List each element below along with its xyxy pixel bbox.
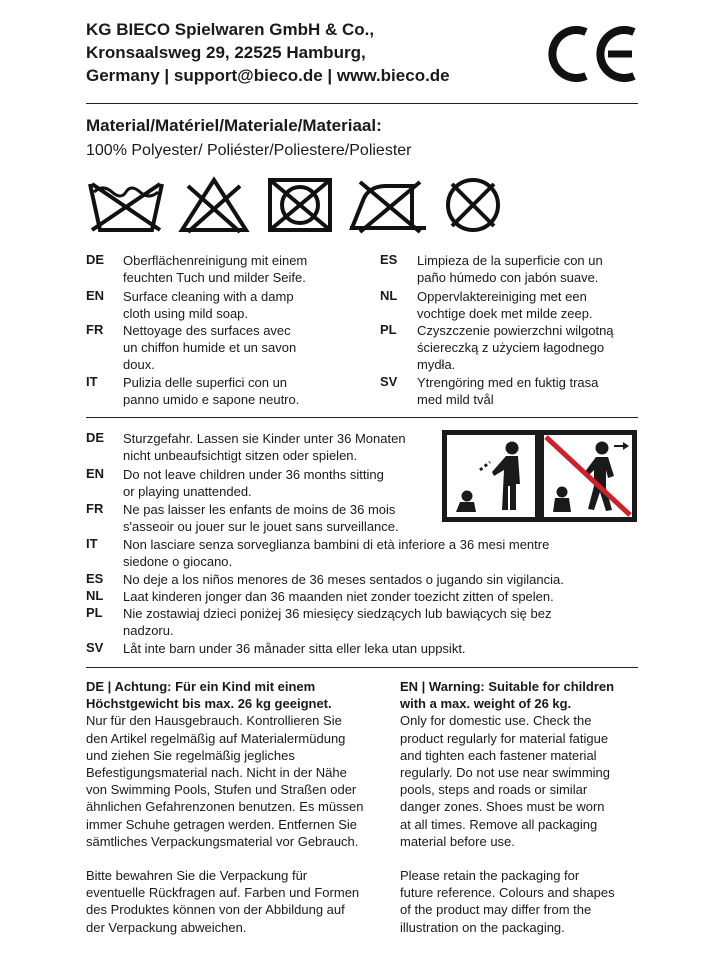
manufacturer-address	[86, 18, 546, 87]
text-line: No deje a los niños menores de 36 meses sentados o jugando sin vigilancia.	[123, 572, 564, 587]
language-code: PL	[86, 605, 103, 620]
notice-heading	[86, 678, 386, 712]
text-line: den Artikel regelmäßig auf Materialermüdung	[86, 730, 346, 746]
text-line: future reference. Colours and shapes	[400, 885, 615, 901]
text-line: or playing unattended.	[123, 484, 252, 499]
language-code: NL	[86, 588, 104, 603]
company-line: KG BIECO Spielwaren GmbH & Co.,	[86, 20, 375, 39]
text-line: vochtige doek met milde zeep.	[417, 306, 593, 321]
cleaning-entry	[380, 374, 598, 408]
text-line: with a max. weight of 26 kg.	[400, 696, 572, 712]
text-line: doux.	[123, 357, 155, 372]
text-line: ściereczką z użyciem łagodnego	[417, 340, 605, 355]
divider	[86, 103, 638, 104]
text-line: und ziehen Sie regelmäßig jegliches	[86, 747, 295, 763]
warning-entry	[86, 571, 626, 588]
material-heading: Material/Matériel/Materiale/Materiaal:	[86, 116, 382, 135]
notice-en	[400, 678, 640, 936]
divider	[86, 417, 638, 418]
text-line: Befestigungsmaterial nach. Nicht in der Nähe	[86, 765, 347, 781]
cleaning-entry	[86, 374, 299, 408]
cleaning-entry	[380, 288, 593, 322]
text-line: ähnlichen Gefahrenzonen benutzen. Es müssen	[86, 799, 364, 815]
ce-mark-icon	[548, 22, 640, 86]
language-code: EN	[86, 288, 105, 303]
text-line: DE | Achtung: Für ein Kind mit einem	[86, 679, 316, 694]
text-line: panno umido e sapone neutro.	[123, 392, 300, 407]
warning-entry	[86, 640, 626, 657]
no-dry-clean-icon	[440, 176, 506, 234]
no-washing-icon	[86, 176, 166, 234]
text-line: Czyszczenie powierzchni wilgotną	[417, 323, 614, 338]
language-code: PL	[380, 322, 397, 337]
text-line: der Verpackung abweichen.	[86, 919, 247, 935]
text-line: Låt inte barn under 36 månader sitta eller leka utan uppsikt.	[123, 641, 466, 656]
warning-entry	[86, 588, 626, 605]
language-code: IT	[86, 374, 98, 389]
text-line: and tighten each fastener material	[400, 747, 597, 763]
text-line: sämtliches Verpackungsmaterial vor Gebrauch.	[86, 833, 359, 849]
text-line: Bitte bewahren Sie die Verpackung für	[86, 868, 308, 884]
text-line: Nettoyage des surfaces avec	[123, 323, 291, 338]
material-composition: 100% Polyester/ Poliéster/Poliestere/Poliester	[86, 142, 412, 159]
text-line: material before use.	[400, 833, 515, 849]
language-code: NL	[380, 288, 398, 303]
notice-footer	[400, 867, 640, 936]
text-line: regularly. Do not use near swimming	[400, 765, 611, 781]
text-line: Surface cleaning with a damp	[123, 289, 294, 304]
text-line: mydła.	[417, 357, 456, 372]
text-line: product regularly for material fatigue	[400, 730, 609, 746]
text-line: des Produktes können von der Abbildung auf	[86, 902, 345, 918]
cleaning-entry	[380, 322, 614, 373]
text-line: Only for domestic use. Check the	[400, 713, 592, 729]
text-line: Oppervlaktereiniging met een	[417, 289, 587, 304]
text-line: Do not leave children under 36 months sitting	[123, 467, 384, 482]
no-ironing-icon	[346, 176, 430, 234]
text-line: EN | Warning: Suitable for children	[400, 679, 615, 694]
text-line: cloth using mild soap.	[123, 306, 249, 321]
text-line: siedone o giocano.	[123, 554, 233, 569]
text-line: Ne pas laisser les enfants de moins de 36 mois	[123, 502, 396, 517]
cleaning-entry	[86, 288, 294, 322]
notice-body	[400, 712, 640, 850]
text-line: Pulizia delle superfici con un	[123, 375, 288, 390]
notice-footer	[86, 867, 386, 936]
text-line: paño húmedo con jabón suave.	[417, 270, 599, 285]
notice-heading	[400, 678, 640, 712]
text-line: Ytrengöring med en fuktig trasa	[417, 375, 599, 390]
text-line: nicht unbeaufsichtigt sitzen oder spielen.	[123, 448, 358, 463]
text-line: eventuelle Rückfragen auf. Farben und Formen	[86, 885, 360, 901]
text-line: danger zones. Shoes must be worn	[400, 799, 605, 815]
warning-entry	[86, 605, 626, 639]
no-tumble-dry-icon	[264, 176, 336, 234]
no-bleach-icon	[178, 176, 250, 234]
notice-body	[86, 712, 386, 850]
company-line: Germany | support@bieco.de | www.bieco.de	[86, 66, 450, 85]
text-line: pools, steps and roads or similar	[400, 782, 588, 798]
text-line: Non lasciare senza sorveglianza bambini di età inferiore a 36 mesi mentre	[123, 537, 550, 552]
text-line: Laat kinderen jonger dan 36 maanden niet zonder toezicht zitten of spelen.	[123, 589, 554, 604]
text-line: Please retain the packaging for	[400, 868, 580, 884]
text-line: un chiffon humide et un savon	[123, 340, 297, 355]
text-line: Nur für den Hausgebrauch. Kontrollieren Sie	[86, 713, 342, 729]
notice-de	[86, 678, 386, 936]
text-line: immer Schuhe getragen werden. Entfernen Sie	[86, 816, 357, 832]
cleaning-entry	[380, 252, 603, 286]
language-code: FR	[86, 501, 104, 516]
text-line: feuchten Tuch und milder Seife.	[123, 270, 306, 285]
language-code: FR	[86, 322, 104, 337]
text-line: Höchstgewicht bis max. 26 kg geeignet.	[86, 696, 332, 712]
text-line: illustration on the packaging.	[400, 919, 565, 935]
text-line: at all times. Remove all packaging	[400, 816, 598, 832]
cleaning-entry	[86, 322, 296, 373]
language-code: SV	[86, 640, 104, 655]
language-code: EN	[86, 466, 105, 481]
text-line: Oberflächenreinigung mit einem	[123, 253, 308, 268]
text-line: nadzoru.	[123, 623, 174, 638]
warning-entry	[86, 536, 626, 570]
text-line: of the product may differ from the	[400, 902, 592, 918]
cleaning-entry	[86, 252, 307, 286]
language-code: ES	[380, 252, 398, 267]
text-line: Nie zostawiaj dzieci poniżej 36 miesięcy siedzących lub bawiących się bez	[123, 606, 552, 621]
text-line: Limpieza de la superficie con un	[417, 253, 603, 268]
company-line: Kronsaalsweg 29, 22525 Hamburg,	[86, 43, 366, 62]
language-code: DE	[86, 252, 105, 267]
supervision-pictogram-icon	[442, 430, 637, 522]
language-code: SV	[380, 374, 398, 389]
text-line: s'asseoir ou jouer sur le jouet sans surveillance.	[123, 519, 399, 534]
divider	[86, 667, 638, 668]
language-code: ES	[86, 571, 104, 586]
language-code: DE	[86, 430, 105, 445]
text-line: Sturzgefahr. Lassen sie Kinder unter 36 Monaten	[123, 431, 406, 446]
text-line: von Swimming Pools, Stufen und Straßen oder	[86, 782, 357, 798]
text-line: med mild tvål	[417, 392, 494, 407]
language-code: IT	[86, 536, 98, 551]
